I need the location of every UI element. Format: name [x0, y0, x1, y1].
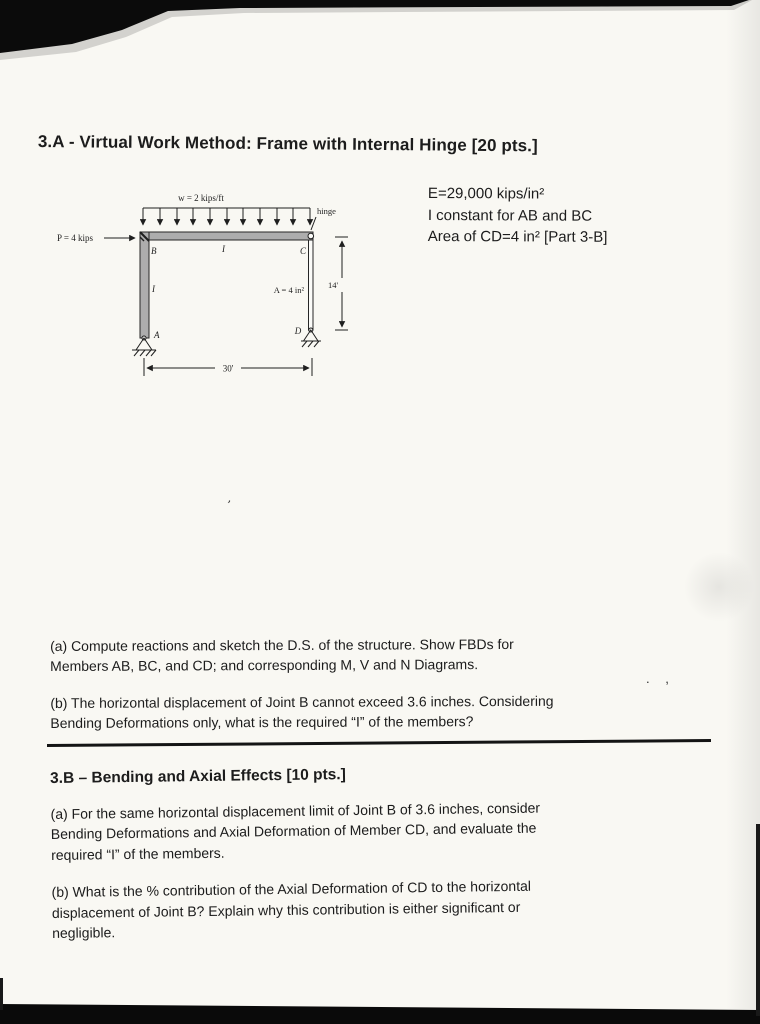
text-line: displacement of Joint B? Explain why this contribution is either significant or: [51, 898, 521, 921]
scan-artifact-bottom-edge: [0, 1000, 760, 1024]
pin-support-a: [132, 336, 156, 356]
height-dimension: [328, 237, 348, 330]
text-line: Bending Deformations only, what is the required “I” of the members?: [50, 713, 474, 731]
height-dimension-label: 14': [327, 280, 338, 290]
tie-member-cd: [309, 240, 314, 330]
text-line: Bending Deformations and Axial Deformation of Member CD, and evaluate the: [50, 819, 537, 842]
scan-artifact-right-shade: [726, 0, 760, 1024]
text-line: (a) Compute reactions and sketch the D.S. of the structure. Show FBDs for: [50, 635, 514, 654]
section-a-question-a: [50, 634, 553, 676]
span-dimension: [144, 358, 312, 376]
internal-hinge-circle: [308, 233, 314, 239]
hinge-label: hinge: [317, 206, 336, 216]
beam-member-bc: [143, 232, 313, 240]
section-b-title: 3.B – Bending and Axial Effects [10 pts.]: [50, 766, 346, 787]
section-b-question-a: [50, 797, 540, 865]
beam-inertia-label: I: [222, 244, 225, 254]
given-data-block: [428, 183, 608, 248]
span-dimension-label: 30': [222, 363, 234, 374]
given-area: Area of CD=4 in² [Part 3-B]: [427, 227, 608, 246]
scan-artifact-right-edge: [756, 824, 760, 1016]
point-load: [57, 233, 135, 243]
text-line: (a) For the same horizontal displacement limit of Joint B of 3.6 inches, consider: [50, 799, 541, 822]
column-inertia-label: I: [152, 284, 155, 294]
scan-artifact-left-edge: [0, 978, 3, 1010]
joint-a-label: A: [154, 330, 160, 340]
section-b-question-b: [51, 876, 541, 944]
text-line: (b) The horizontal displacement of Joint B cannot exceed 3.6 inches. Considering: [50, 692, 554, 711]
distributed-load: [143, 193, 310, 225]
section-a-questions: [50, 634, 554, 733]
text-line: negligible.: [52, 924, 116, 941]
scan-artifact-smudge: [684, 552, 754, 622]
given-modulus: E=29,000 kips/in²: [427, 184, 545, 203]
section-divider-rule: [47, 739, 711, 747]
area-label: A = 4 in²: [273, 285, 304, 295]
joint-d-label: D: [294, 326, 302, 336]
section-b: [50, 763, 542, 944]
text-line: Members AB, BC, and CD; and corresponding M, V and N Diagrams.: [50, 656, 479, 674]
pin-support-d: [301, 328, 321, 347]
distributed-load-label: w = 2 kips/ft: [178, 193, 224, 203]
text-line: required “I” of the members.: [51, 844, 225, 863]
frame-diagram: [55, 180, 365, 390]
point-load-label: P = 4 kips: [57, 233, 93, 243]
scan-speck: ’: [222, 497, 233, 512]
joint-c-label: C: [300, 246, 307, 256]
text-line: (b) What is the % contribution of the Axial Deformation of CD to the horizontal: [51, 877, 532, 900]
hinge-callout: [311, 206, 336, 230]
joint-b-label: B: [151, 246, 157, 256]
given-inertia: I constant for AB and BC: [427, 206, 593, 225]
scan-speck: . ,: [646, 671, 675, 686]
column-member-ab: [140, 232, 149, 338]
section-a-question-b: [50, 691, 553, 733]
section-a-title: 3.A - Virtual Work Method: Frame with Internal Hinge [20 pts.]: [37, 132, 538, 156]
